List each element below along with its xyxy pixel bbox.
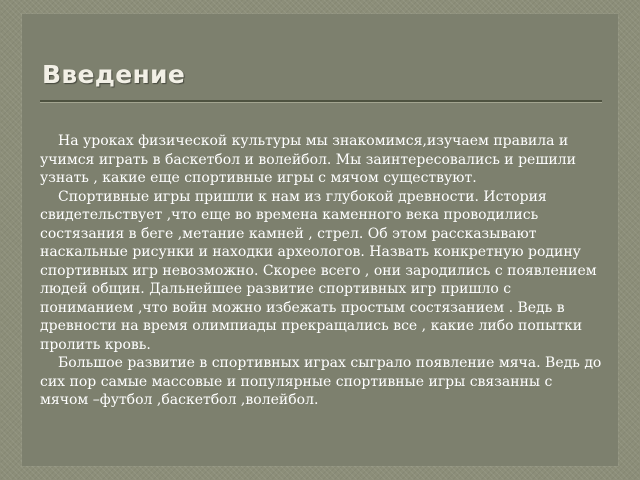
- paragraph-history: Спортивные игры пришли к нам из глубокой древности. История свидетельствует ,что еще во времена каменного века проводились состязания в беге ,метание камней , стрел. Об этом рассказывают наскальные рисунки и находки археологов. Назвать конкретную родину спортивных игр невозможно. Скорее всего , они зародились с появлением людей общин. Дальнейшее развитие спортивных игр пришло с пониманием ,что войн можно избежать простым состязанием . Ведь в древности на время олимпиады прекращались все , какие либо попытки пролить кровь.: [40, 188, 597, 353]
- paragraph-ball: Большое развитие в спортивных играх сыграло появление мяча. Ведь до сих пор самые массовые и популярные спортивные игры связанны с мячом –футбол ,баскетбол ,волейбол.: [40, 355, 602, 408]
- title-divider: [40, 100, 602, 103]
- paragraph-intro: На уроках физической культуры мы знакомимся,изучаем правила и учимся играть в баскетбол и волейбол. Мы заинтересовались и решили узнать , какие еще спортивные игры с мячом существуют.: [40, 133, 576, 186]
- slide-body: [40, 132, 605, 410]
- slide-title: Введение: [42, 60, 186, 89]
